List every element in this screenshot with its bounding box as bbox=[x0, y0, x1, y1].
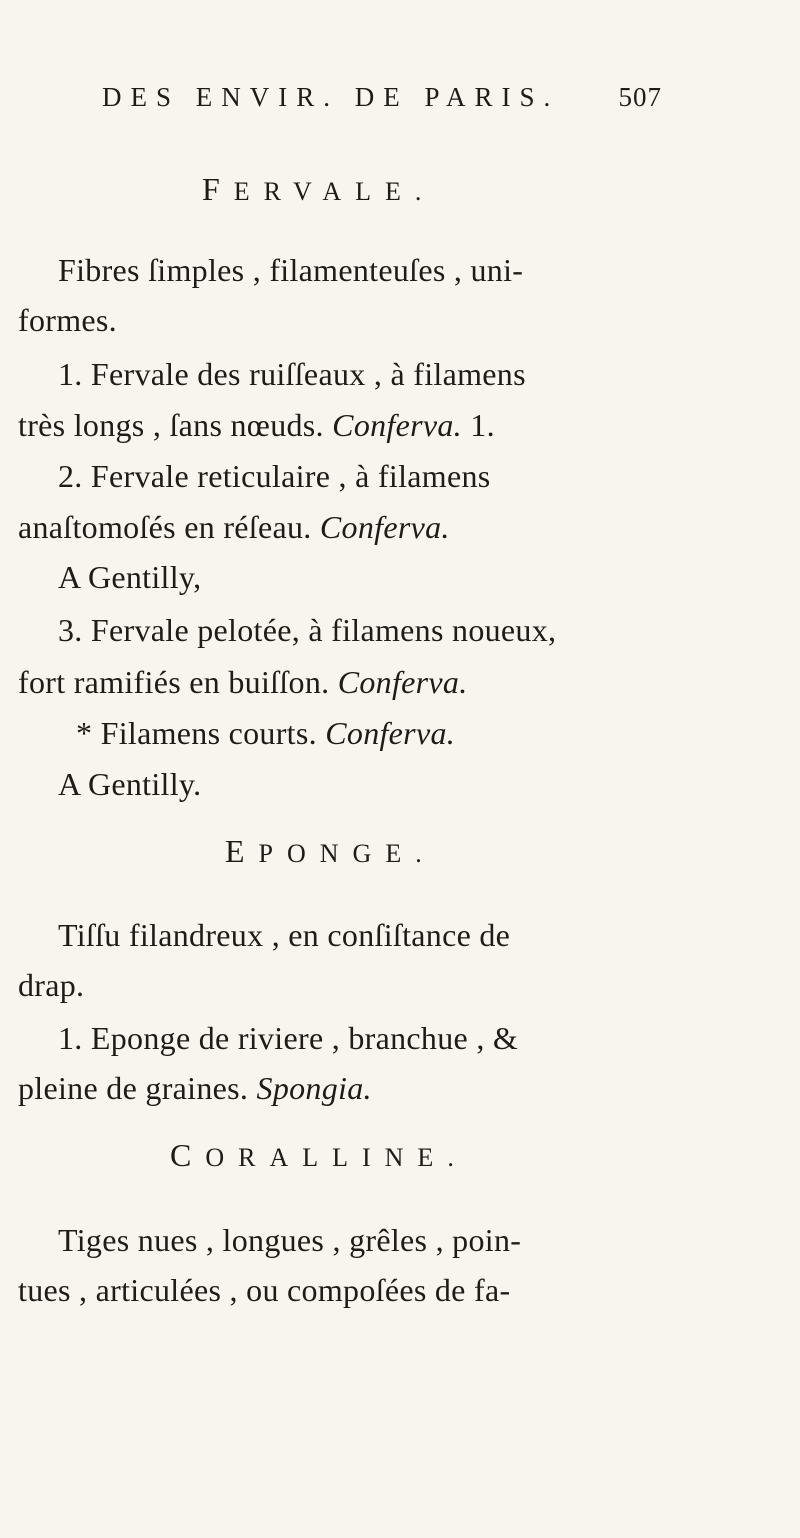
text-line: formes. bbox=[18, 302, 117, 338]
heading-rest: PONGE. bbox=[258, 839, 436, 868]
running-head bbox=[102, 80, 662, 114]
heading-rest: ERVALE. bbox=[233, 177, 436, 206]
text-line: A Gentilly, bbox=[58, 559, 202, 595]
text-line: 3. Fervale pelotée, à filamens noueux, bbox=[58, 612, 557, 648]
heading-initial: F bbox=[202, 171, 234, 207]
text-line: 1. Fervale des ruiſſeaux , à filamens bbox=[58, 356, 526, 392]
section-heading-coralline bbox=[170, 1138, 468, 1175]
text-line: 2. Fervale reticulaire , à filamens bbox=[58, 458, 491, 494]
text-line: drap. bbox=[18, 967, 85, 1003]
text-line: 1. Eponge de riviere , branchue , & bbox=[58, 1020, 519, 1056]
section-heading-fervale bbox=[202, 172, 435, 209]
heading-initial: C bbox=[170, 1137, 206, 1173]
text-line: très longs , ſans nœuds. Conferva. 1. bbox=[18, 407, 495, 443]
text-line: fort ramifiés en buiſſon. Conferva. bbox=[18, 664, 468, 700]
text-line: tues , articulées , ou compoſées de fa- bbox=[18, 1272, 511, 1308]
text-line: anaſtomoſés en réſeau. Conferva. bbox=[18, 509, 450, 545]
text-line: Tiſſu filandreux , en conſiſtance de bbox=[58, 917, 511, 953]
text-line: A Gentilly. bbox=[58, 766, 202, 802]
page-number: 507 bbox=[618, 82, 662, 112]
text-line: Fibres ſimples , filamenteuſes , uni- bbox=[58, 252, 524, 288]
running-head-title: DES ENVIR. DE PARIS. bbox=[102, 82, 560, 112]
section-heading-eponge bbox=[225, 834, 436, 871]
text-line: pleine de graines. Spongia. bbox=[18, 1070, 372, 1106]
text-line: Tiges nues , longues , grêles , poin- bbox=[58, 1222, 522, 1258]
heading-initial: E bbox=[225, 833, 259, 869]
text-line: * Filamens courts. Conferva. bbox=[76, 715, 456, 751]
heading-rest: ORALLINE. bbox=[205, 1143, 468, 1172]
